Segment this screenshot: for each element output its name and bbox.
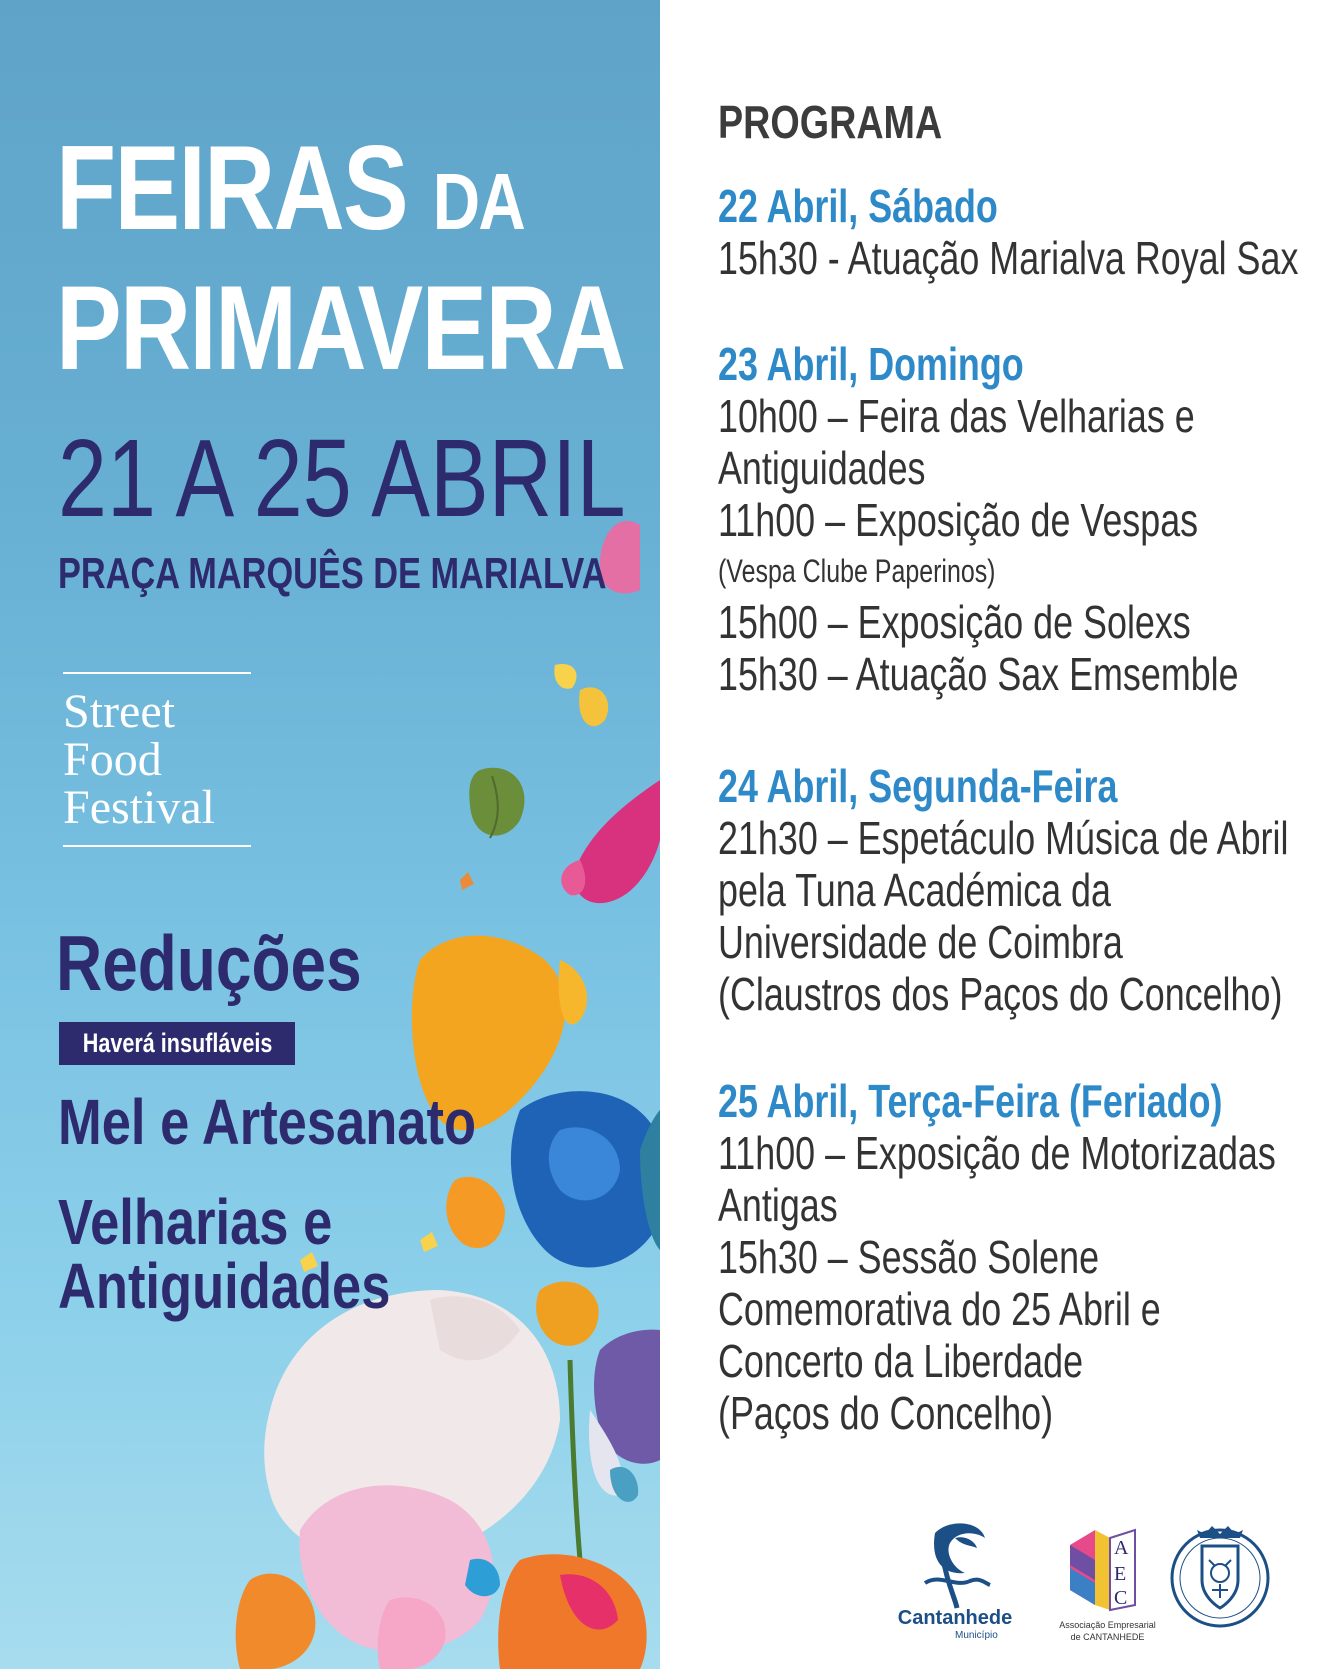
aec-emblem-icon bbox=[1050, 1520, 1165, 1618]
insufflaveis-badge: Haverá insufláveis bbox=[59, 1022, 295, 1065]
event-place: PRAÇA MARQUÊS DE MARIALVA bbox=[58, 549, 607, 598]
aec-logo bbox=[1050, 1520, 1165, 1648]
divider-top bbox=[63, 672, 251, 674]
svg-text:A: A bbox=[1114, 1537, 1129, 1559]
event-dates: 21 A 25 ABRIL bbox=[58, 417, 626, 540]
event-line: Antiguidades bbox=[718, 442, 926, 494]
velharias-antiguidades: Velharias e Antiguidades bbox=[58, 1186, 391, 1322]
day-title: 24 Abril, Segunda-Feira bbox=[718, 760, 1118, 812]
svg-text:C: C bbox=[1114, 1587, 1128, 1609]
day-24-block bbox=[718, 760, 1289, 1020]
event-note: (Claustros dos Paços do Concelho) bbox=[718, 968, 1283, 1020]
cantanhede-logo bbox=[895, 1513, 1015, 1643]
cantanhede-wave-icon bbox=[895, 1513, 1015, 1613]
programa-heading: PROGRAMA bbox=[718, 96, 943, 148]
event-line: 15h30 – Atuação Sax Emsemble bbox=[718, 648, 1239, 700]
title-line-2: PRIMAVERA bbox=[56, 261, 625, 395]
event-line: pela Tuna Académica da bbox=[718, 864, 1111, 916]
event-line: 11h00 – Exposição de Motorizadas bbox=[718, 1127, 1276, 1179]
aec-line-1: Associação Empresarial bbox=[1059, 1620, 1156, 1630]
event-line: Comemorativa do 25 Abril e bbox=[718, 1283, 1161, 1335]
divider-bottom bbox=[63, 845, 251, 847]
title-line-1: FEIRAS DA bbox=[56, 121, 525, 255]
svg-text:E: E bbox=[1114, 1563, 1127, 1585]
day-title: 22 Abril, Sábado bbox=[718, 180, 998, 232]
municipal-crest-logo bbox=[1165, 1508, 1275, 1638]
street-food-festival-logo: Street Food Festival bbox=[63, 685, 215, 834]
event-line: 15h30 - Atuação Marialva Royal Sax bbox=[718, 232, 1299, 284]
day-title: 23 Abril, Domingo bbox=[718, 338, 1024, 390]
municipio-label: Município bbox=[955, 1630, 998, 1641]
event-line: Antigas bbox=[718, 1179, 838, 1231]
cantanhede-label: Cantanhede bbox=[897, 1607, 1013, 1629]
left-panel bbox=[0, 0, 660, 1669]
event-line: Universidade de Coimbra bbox=[718, 916, 1123, 968]
day-title: 25 Abril, Terça-Feira (Feriado) bbox=[718, 1075, 1223, 1127]
reducoes-heading: Reduções bbox=[56, 919, 362, 1007]
event-line: Concerto da Liberdade bbox=[718, 1335, 1084, 1387]
day-22-block bbox=[718, 180, 1299, 284]
crest-shield-icon bbox=[1165, 1508, 1275, 1638]
day-25-block bbox=[718, 1075, 1280, 1439]
event-line: 10h00 – Feira das Velharias e bbox=[718, 390, 1195, 442]
mel-artesanato: Mel e Artesanato bbox=[58, 1086, 477, 1158]
event-line: 11h00 – Exposição de Vespas bbox=[718, 494, 1199, 546]
event-line: 15h30 – Sessão Solene bbox=[718, 1231, 1100, 1283]
aec-line-2: de CANTANHEDE bbox=[1070, 1632, 1145, 1642]
event-note: (Paços do Concelho) bbox=[718, 1387, 1054, 1439]
day-23-block bbox=[718, 338, 1280, 700]
event-note: (Vespa Clube Paperinos) bbox=[718, 553, 996, 589]
event-line: 21h30 – Espetáculo Música de Abril bbox=[718, 812, 1289, 864]
event-line: 15h00 – Exposição de Solexs bbox=[718, 596, 1191, 648]
